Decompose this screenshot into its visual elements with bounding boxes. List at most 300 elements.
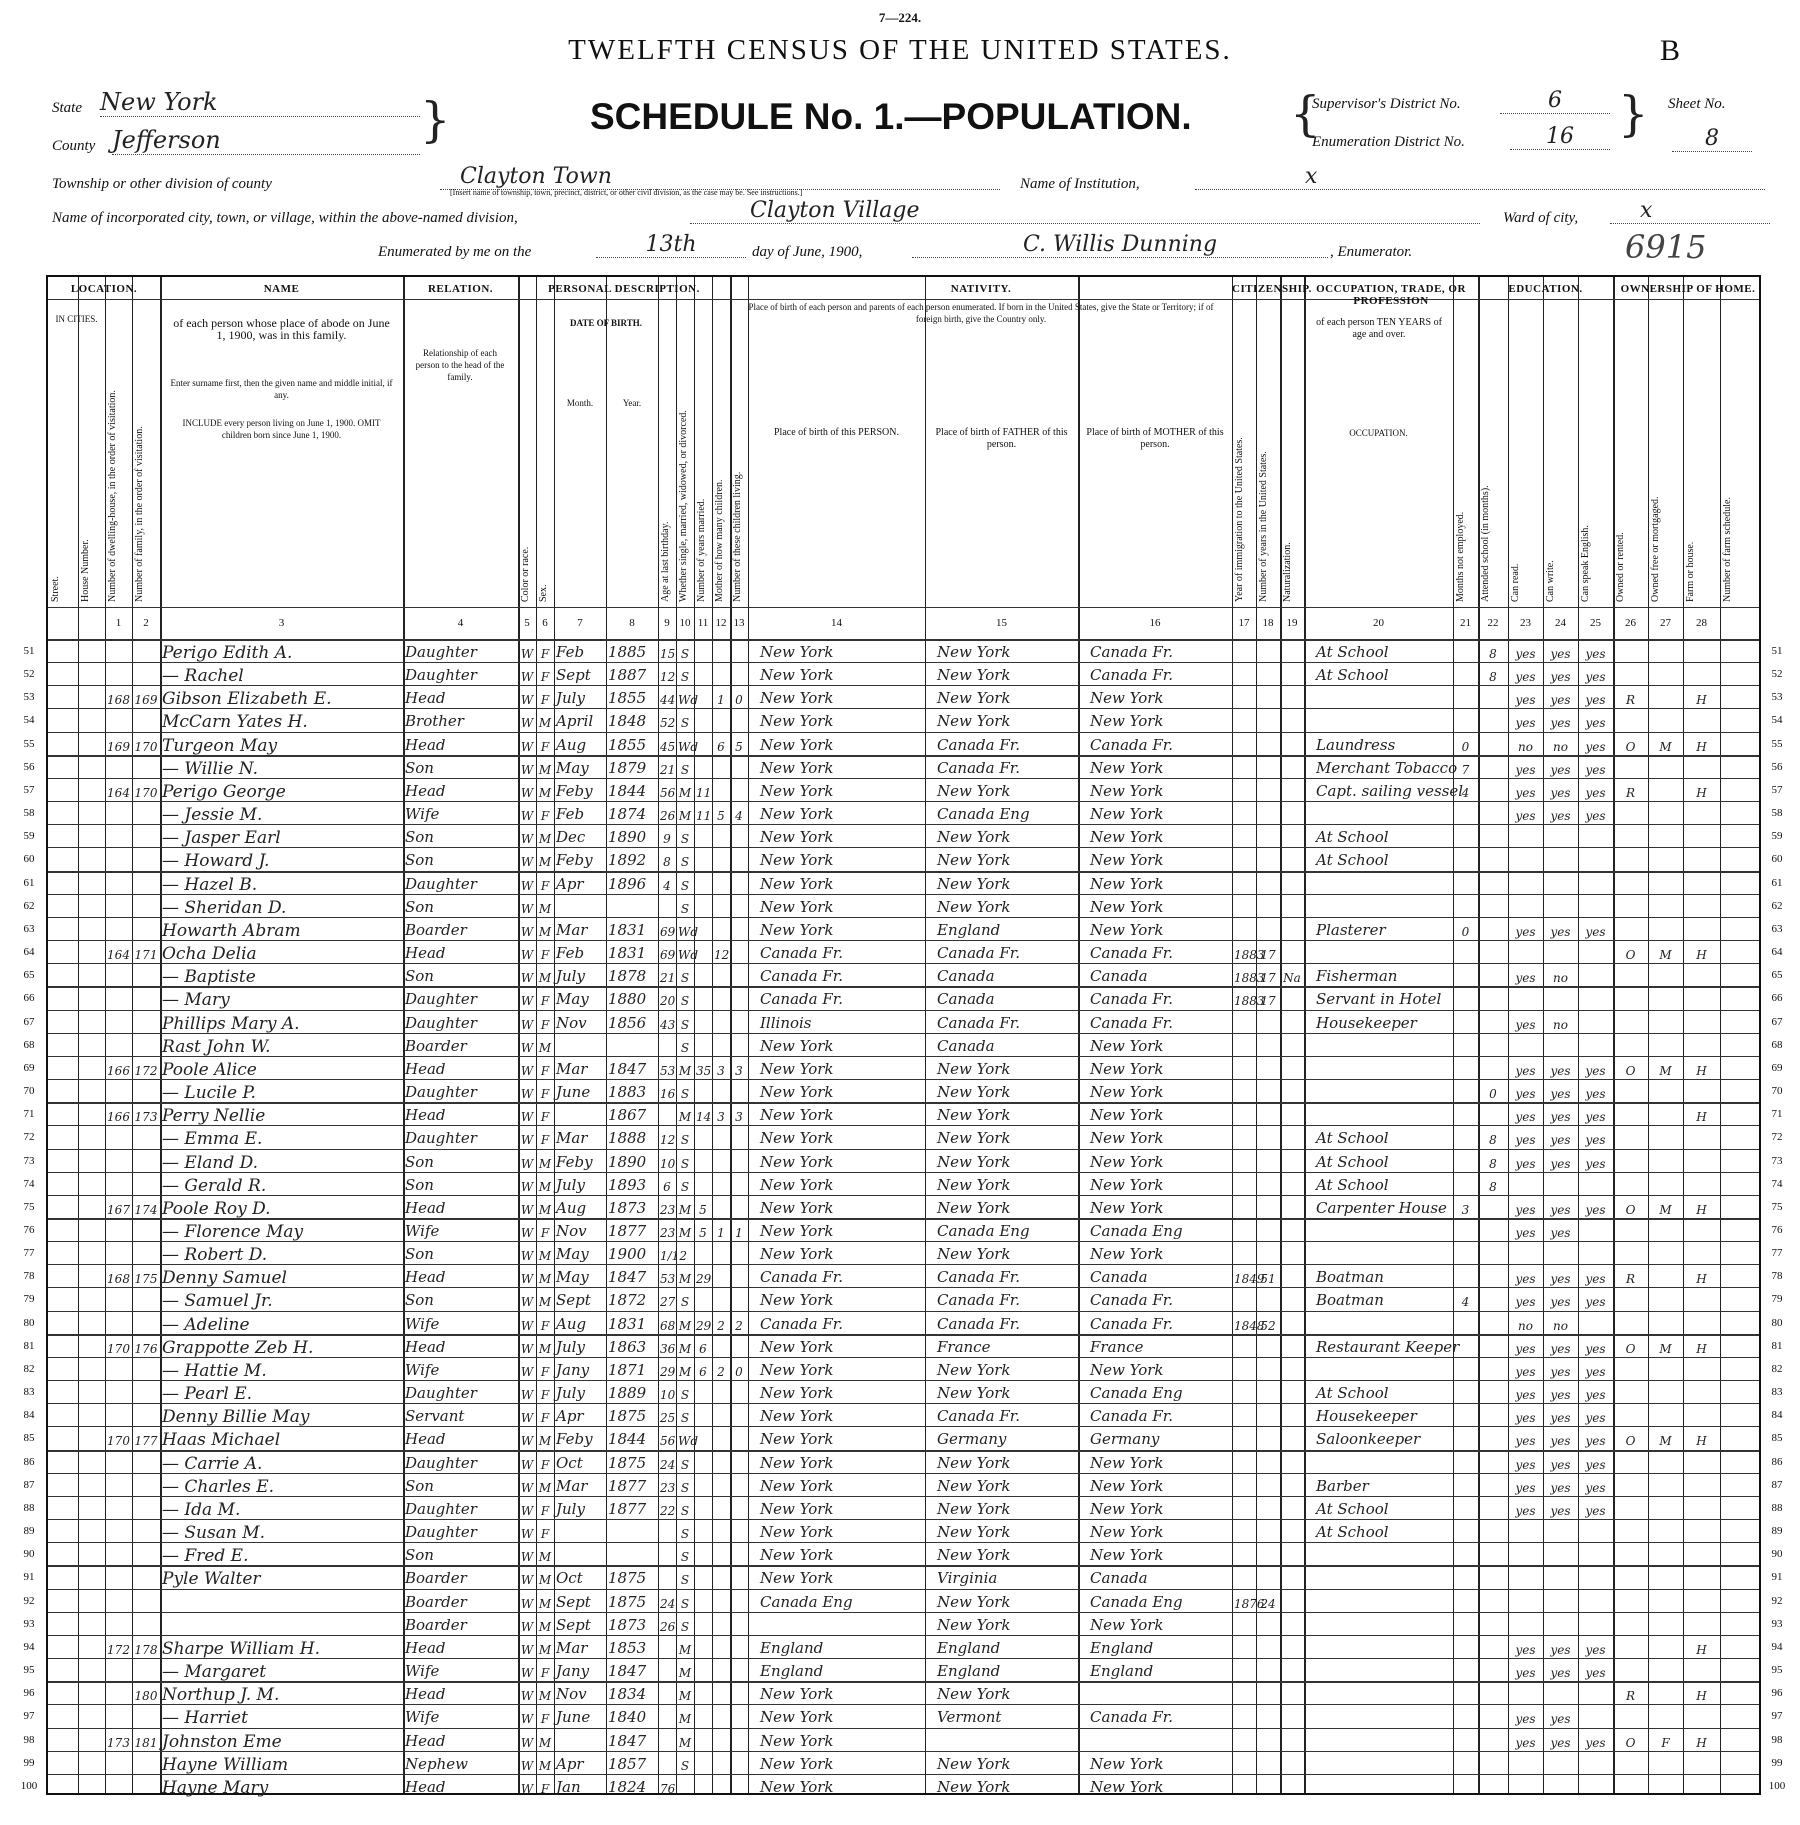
bp-cell: New York	[760, 828, 834, 847]
immigration-heading: Year of immigration to the United States.	[1234, 437, 1245, 602]
age-cell: 52	[660, 716, 676, 731]
line-number-right: 55	[1771, 737, 1783, 750]
location-heading: LOCATION.	[70, 283, 138, 295]
bpf-cell: New York	[937, 1685, 1011, 1704]
occ-cell: At School	[1316, 1384, 1389, 1403]
month-cell: Oct	[556, 1453, 583, 1472]
line-number-right: 88	[1771, 1501, 1783, 1514]
name-cell: — Jessie M.	[162, 805, 263, 826]
personal-heading: PERSONAL DESCRIPTION.	[548, 283, 700, 295]
line-number-right: 85	[1771, 1432, 1783, 1445]
living-cell: 4	[735, 809, 743, 824]
speak-cell: yes	[1585, 1272, 1606, 1287]
bpm-cell: New York	[1090, 1546, 1164, 1565]
can-speak-heading: Can speak English.	[1580, 525, 1591, 602]
occ-cell: Housekeeper	[1316, 1013, 1417, 1032]
occ-cell: Boatman	[1316, 1291, 1384, 1310]
name-cell: — Jasper Earl	[162, 828, 281, 849]
sex-cell: M	[538, 1642, 552, 1657]
age-cell: 26	[660, 1619, 676, 1634]
year-cell: 1857	[608, 1754, 647, 1773]
bp-cell: New York	[760, 1198, 834, 1217]
relation-cell: Son	[405, 851, 434, 870]
color-cell: W	[520, 832, 534, 847]
farm-cell: H	[1696, 1735, 1707, 1750]
year-heading: Year.	[622, 398, 642, 408]
sex-cell: F	[540, 1712, 550, 1727]
farm-schedule-heading: Number of farm schedule.	[1722, 497, 1733, 602]
read-cell: yes	[1515, 1156, 1536, 1171]
speak-cell: yes	[1585, 1411, 1606, 1426]
nat-cell: Na	[1283, 971, 1301, 986]
bpm-cell: Canada	[1090, 967, 1148, 986]
marital-cell: S	[680, 1133, 690, 1148]
own-cell: R	[1625, 1689, 1636, 1704]
line-number-left: 55	[23, 737, 35, 750]
sex-cell: M	[538, 901, 552, 916]
sex-cell: F	[540, 1503, 550, 1518]
relation-cell: Wife	[405, 805, 440, 824]
relation-cell: Servant	[405, 1407, 465, 1426]
column-number: 11	[697, 617, 709, 629]
line-number-right: 67	[1771, 1015, 1783, 1028]
ym-cell: 5	[699, 1226, 707, 1240]
color-cell: W	[520, 994, 534, 1009]
enumerator-name: C. Willis Dunning	[912, 232, 1328, 258]
bpf-cell: New York	[937, 874, 1011, 893]
ym-cell: 11	[696, 785, 712, 800]
ym-cell: 29	[696, 1272, 712, 1287]
month-heading: Month.	[566, 398, 594, 408]
line-number-left: 64	[23, 946, 35, 959]
read-cell: yes	[1515, 647, 1536, 661]
color-cell: W	[520, 948, 534, 963]
read-cell: yes	[1515, 1434, 1536, 1449]
bp-cell: New York	[760, 781, 834, 800]
ownership-heading: OWNERSHIP OF HOME.	[1620, 283, 1756, 295]
children-living-heading: Number of these children living.	[732, 471, 743, 602]
name-cell: — Margaret	[162, 1662, 267, 1683]
sex-heading: Sex.	[538, 584, 549, 602]
farm-cell: H	[1696, 1689, 1707, 1704]
relation-cell: Wife	[405, 1662, 440, 1681]
color-cell: W	[520, 1666, 534, 1681]
free-cell: M	[1659, 739, 1672, 754]
read-cell: yes	[1515, 1364, 1536, 1379]
sex-cell: F	[540, 809, 550, 824]
bpf-cell: New York	[937, 1592, 1011, 1611]
farm-cell: H	[1696, 1341, 1707, 1356]
name-cell: — Mary	[162, 990, 230, 1011]
line-number-right: 54	[1771, 714, 1783, 727]
name-cell: Pyle Walter	[162, 1569, 261, 1590]
read-cell: yes	[1515, 1202, 1536, 1217]
speak-cell: yes	[1585, 1457, 1606, 1472]
imm-cell: 1848	[1234, 1318, 1265, 1333]
occ-cell: Merchant Tobacco	[1316, 758, 1458, 777]
color-cell: W	[520, 1295, 534, 1310]
bpm-cell: New York	[1090, 805, 1164, 824]
sex-cell: M	[538, 1249, 552, 1264]
bpm-cell: Canada Fr.	[1090, 643, 1174, 661]
occ-cell: Servant in Hotel	[1316, 990, 1442, 1009]
write-cell: no	[1553, 739, 1568, 754]
month-cell: Oct	[556, 1569, 583, 1588]
bpm-cell: New York	[1090, 1083, 1164, 1102]
month-cell: June	[556, 1708, 591, 1727]
relation-cell: Son	[405, 967, 434, 986]
living-cell: 0	[735, 693, 743, 708]
bpf-cell: Canada	[937, 1036, 995, 1055]
bpf-cell: Vermont	[937, 1708, 1002, 1727]
column-number: 1	[115, 617, 122, 629]
age-cell: 6	[663, 1179, 671, 1194]
occ-cell: Fisherman	[1316, 967, 1398, 986]
year-cell: 1855	[608, 689, 647, 708]
bpf-cell: Canada Eng	[937, 805, 1030, 824]
line-number-left: 52	[23, 668, 35, 681]
bpm-cell: New York	[1090, 1777, 1164, 1796]
relation-cell: Son	[405, 1245, 434, 1264]
read-cell: yes	[1515, 1226, 1536, 1240]
bpm-cell: England	[1090, 1638, 1154, 1657]
month-cell: Sept	[556, 666, 591, 685]
read-cell: yes	[1515, 716, 1536, 731]
column-number: 21	[1460, 617, 1471, 629]
farm-cell: H	[1696, 1063, 1707, 1078]
column-number: 27	[1660, 617, 1671, 629]
speak-cell: yes	[1585, 1156, 1606, 1171]
relation-cell: Head	[405, 944, 446, 963]
dob-heading: DATE OF BIRTH.	[570, 318, 642, 328]
dwelling-cell: 164	[107, 785, 130, 800]
enumerated-label: Enumerated by me on the	[378, 244, 532, 260]
age-cell: 16	[660, 1087, 676, 1102]
occ-cell: Plasterer	[1316, 920, 1386, 939]
name-cell: Perry Nellie	[162, 1106, 266, 1127]
color-cell: W	[520, 693, 534, 708]
write-cell: yes	[1550, 1226, 1571, 1240]
imm-cell: 1883	[1234, 994, 1265, 1009]
marital-cell: M	[678, 1735, 692, 1750]
write-cell: yes	[1550, 1364, 1571, 1379]
relation-description: Relationship of each person to the head of the family.	[415, 348, 505, 382]
color-cell: W	[520, 1017, 534, 1032]
name-cell: Haas Michael	[162, 1430, 281, 1451]
education-heading: EDUCATION.	[1508, 283, 1583, 295]
relation-cell: Boarder	[405, 1036, 467, 1055]
year-cell: 1880	[608, 990, 647, 1009]
line-number-left: 97	[23, 1710, 35, 1723]
column-number: 13	[733, 617, 745, 629]
bpf-cell: Canada Fr.	[937, 1268, 1021, 1287]
bpm-cell: New York	[1090, 851, 1164, 870]
line-number-right: 61	[1771, 876, 1783, 889]
bpm-cell: Canada Fr.	[1090, 1708, 1174, 1727]
line-number-left: 56	[23, 760, 35, 773]
line-number-left: 74	[23, 1177, 35, 1190]
age-cell: 53	[660, 1063, 676, 1078]
living-cell: 2	[735, 1318, 743, 1333]
bpm-cell: New York	[1090, 1523, 1164, 1542]
year-cell: 1875	[608, 1569, 647, 1588]
line-number-right: 90	[1771, 1548, 1783, 1561]
color-cell: W	[520, 1573, 534, 1588]
month-cell: Feby	[556, 781, 593, 800]
family-cell: 170	[134, 739, 158, 754]
bpf-cell: England	[937, 920, 1001, 939]
year-cell: 1877	[608, 1222, 647, 1240]
bpf-cell: New York	[937, 1615, 1011, 1634]
age-cell: 21	[660, 762, 676, 777]
year-cell: 1848	[608, 712, 647, 731]
line-number-right: 94	[1771, 1640, 1783, 1653]
relation-cell: Son	[405, 1291, 434, 1310]
year-cell: 1890	[608, 828, 647, 847]
year-cell: 1873	[608, 1198, 647, 1217]
township-value: Clayton Town	[440, 164, 1000, 190]
write-cell: yes	[1550, 809, 1571, 824]
year-cell: 1855	[608, 735, 647, 754]
brace-mid: {	[1290, 86, 1321, 142]
line-number-left: 61	[23, 876, 35, 889]
name-include: INCLUDE every person living on June 1, 1900. OMIT children born since June 1, 1900.	[182, 418, 381, 440]
relation-cell: Daughter	[405, 1523, 477, 1542]
bpf-cell: England	[937, 1662, 1001, 1681]
sex-cell: F	[540, 670, 550, 685]
city-value: Clayton Village	[690, 198, 1480, 224]
bpf-cell: New York	[937, 1198, 1011, 1217]
relation-cell: Son	[405, 1152, 434, 1171]
column-number: 15	[996, 617, 1007, 629]
line-number-right: 76	[1771, 1224, 1783, 1236]
color-cell: W	[520, 1503, 534, 1518]
line-number-right: 68	[1771, 1038, 1783, 1051]
line-number-left: 54	[23, 714, 35, 727]
color-cell: W	[520, 1596, 534, 1611]
bpf-cell: Canada Fr.	[937, 1013, 1021, 1032]
line-number-right: 98	[1771, 1733, 1783, 1746]
month-cell: Feb	[556, 944, 585, 963]
family-cell: 169	[134, 693, 158, 708]
age-cell: 68	[660, 1318, 676, 1333]
marital-cell: S	[680, 1503, 690, 1518]
write-cell: yes	[1550, 1202, 1571, 1217]
family-cell: 180	[134, 1689, 158, 1704]
marital-cell: S	[680, 1040, 690, 1055]
nativity-heading: NATIVITY.	[950, 283, 1012, 295]
sex-cell: M	[538, 1573, 552, 1588]
farm-cell: H	[1696, 1272, 1707, 1287]
write-cell: yes	[1550, 1388, 1571, 1403]
occ-cell: At School	[1316, 828, 1389, 847]
write-cell: yes	[1550, 1156, 1571, 1171]
color-cell: W	[520, 1318, 534, 1333]
color-cell: W	[520, 1341, 534, 1356]
mother-of-heading: Mother of how many children.	[714, 479, 725, 602]
read-cell: yes	[1515, 1411, 1536, 1426]
marital-cell: S	[680, 1017, 690, 1032]
dwelling-cell: 173	[107, 1735, 130, 1750]
township-note: [Insert name of township, town, precinct, district, or other civil division, as the case may be. See instructions.]	[450, 188, 803, 197]
marital-cell: S	[680, 1596, 690, 1611]
column-number: 4	[457, 617, 464, 629]
bpm-cell: Canada	[1090, 1268, 1148, 1287]
line-number-left: 58	[23, 807, 35, 820]
speak-cell: yes	[1585, 1388, 1606, 1403]
family-cell: 174	[134, 1202, 158, 1217]
speak-cell: yes	[1585, 1364, 1606, 1379]
speak-cell: yes	[1585, 924, 1606, 939]
name-cell: — Pearl E.	[162, 1384, 253, 1405]
institution-value: x	[1195, 164, 1765, 190]
year-cell: 1867	[608, 1106, 647, 1125]
bpf-cell: New York	[937, 712, 1011, 731]
name-cell: — Eland D.	[162, 1152, 259, 1173]
line-number-left: 92	[23, 1594, 35, 1607]
year-cell: 1831	[608, 944, 647, 963]
occ-cell: At School	[1316, 1523, 1389, 1542]
bp-cell: New York	[760, 1523, 834, 1542]
name-cell: — Charles E.	[162, 1476, 275, 1497]
line-number-left: 66	[23, 992, 35, 1005]
speak-cell: yes	[1585, 1735, 1606, 1750]
color-cell: W	[520, 670, 534, 685]
year-cell: 1840	[608, 1708, 647, 1727]
occ-cell: At School	[1316, 1129, 1389, 1148]
line-number-right: 73	[1771, 1154, 1783, 1167]
bpm-cell: New York	[1090, 758, 1164, 777]
bpf-cell: New York	[937, 828, 1011, 847]
ym-cell: 29	[696, 1318, 712, 1333]
line-number-right: 65	[1771, 969, 1783, 982]
name-cell: — Samuel Jr.	[162, 1291, 273, 1312]
age-cell: 20	[660, 994, 676, 1009]
sex-cell: M	[538, 1735, 552, 1750]
read-cell: yes	[1515, 785, 1536, 800]
speak-cell: yes	[1585, 1503, 1606, 1518]
enumeration-value: 16	[1510, 124, 1610, 150]
write-cell: yes	[1550, 1434, 1571, 1449]
sex-cell: M	[538, 971, 552, 986]
speak-cell: yes	[1585, 693, 1606, 708]
line-number-right: 63	[1771, 922, 1783, 935]
age-cell: 76	[660, 1781, 676, 1796]
sex-cell: F	[540, 1063, 550, 1078]
month-cell: July	[556, 1499, 585, 1518]
header-rule	[48, 299, 1759, 300]
marital-cell: S	[680, 1411, 690, 1426]
bpm-cell: France	[1090, 1337, 1144, 1356]
write-cell: yes	[1550, 1642, 1571, 1657]
year-cell: 1875	[608, 1592, 647, 1611]
bp-cell: New York	[760, 1384, 834, 1403]
bp-cell: New York	[760, 1059, 834, 1078]
occ-cell: At School	[1316, 1499, 1389, 1518]
name-cell: Perigo George	[162, 781, 286, 802]
ward-label: Ward of city,	[1503, 210, 1579, 226]
farm-cell: H	[1696, 785, 1707, 800]
census-title: TWELFTH CENSUS OF THE UNITED STATES.	[568, 34, 1232, 66]
bp-cell: New York	[760, 851, 834, 870]
line-number-right: 82	[1771, 1362, 1783, 1375]
marital-cell: M	[678, 1642, 692, 1657]
name-cell: Poole Roy D.	[162, 1198, 271, 1219]
marital-cell: M	[678, 1689, 692, 1704]
name-cell: Sharpe William H.	[162, 1638, 321, 1659]
month-cell: Sept	[556, 1615, 591, 1634]
bpf-cell: New York	[937, 1499, 1011, 1518]
month-cell: May	[556, 1245, 589, 1264]
year-cell: 1847	[608, 1268, 647, 1287]
bp-cell: Canada Fr.	[760, 944, 844, 963]
name-cell: Denny Samuel	[162, 1268, 287, 1289]
age-cell: 10	[660, 1156, 676, 1171]
marital-cell: S	[680, 901, 690, 916]
bpm-cell: New York	[1090, 1129, 1164, 1148]
dwelling-heading: Number of dwelling-house, in the order of visitation.	[107, 390, 118, 602]
yrs-cell: 17	[1260, 971, 1276, 986]
bpm-cell: New York	[1090, 689, 1164, 708]
free-cell: M	[1659, 948, 1672, 963]
row-divider	[48, 1635, 1759, 1636]
dwelling-cell: 170	[107, 1341, 130, 1356]
schedule-title: SCHEDULE No. 1.—POPULATION.	[590, 96, 1192, 137]
read-cell: yes	[1515, 670, 1536, 685]
years-us-heading: Number of years in the United States.	[1258, 451, 1269, 602]
header-rule	[48, 607, 1759, 608]
write-cell: yes	[1550, 1457, 1571, 1472]
yrs-cell: 52	[1260, 1318, 1276, 1333]
age-cell: 27	[660, 1295, 676, 1310]
line-number-left: 70	[23, 1085, 35, 1098]
family-cell: 171	[134, 948, 158, 963]
color-cell: W	[520, 1480, 534, 1495]
sex-cell: M	[538, 832, 552, 847]
month-cell: June	[556, 1083, 591, 1102]
farm-house-heading: Farm or house.	[1685, 541, 1696, 602]
name-cell: — Robert D.	[162, 1245, 268, 1266]
marital-cell: M	[678, 1364, 692, 1379]
name-cell: — Susan M.	[162, 1523, 266, 1544]
marital-cell: S	[680, 971, 690, 986]
sex-cell: M	[538, 1202, 552, 1217]
mother-cell: 6	[717, 739, 725, 754]
naturalization-heading: Naturalization.	[1282, 542, 1293, 602]
line-number-left: 80	[23, 1316, 35, 1329]
sheet-label: Sheet No.	[1668, 96, 1726, 112]
county-label: County	[52, 138, 96, 154]
write-cell: yes	[1550, 924, 1571, 939]
marital-cell: S	[680, 1573, 690, 1588]
speak-cell: yes	[1585, 809, 1606, 824]
column-number: 9	[664, 617, 670, 629]
age-cell: 8	[663, 855, 671, 870]
line-number-right: 52	[1771, 668, 1783, 681]
occ-cell: Carpenter House	[1316, 1198, 1447, 1217]
age-cell: 22	[660, 1503, 676, 1518]
family-cell: 170	[134, 785, 158, 800]
bpm-cell: New York	[1090, 712, 1164, 731]
marital-cell: M	[678, 1202, 692, 1217]
relation-cell: Daughter	[405, 1129, 477, 1148]
read-cell: yes	[1515, 1666, 1536, 1681]
farm-cell: H	[1696, 1110, 1707, 1125]
imm-cell: 1849	[1234, 1272, 1265, 1287]
line-number-right: 51	[1771, 645, 1783, 657]
year-cell: 1877	[608, 1499, 647, 1518]
color-cell: W	[520, 1133, 534, 1148]
